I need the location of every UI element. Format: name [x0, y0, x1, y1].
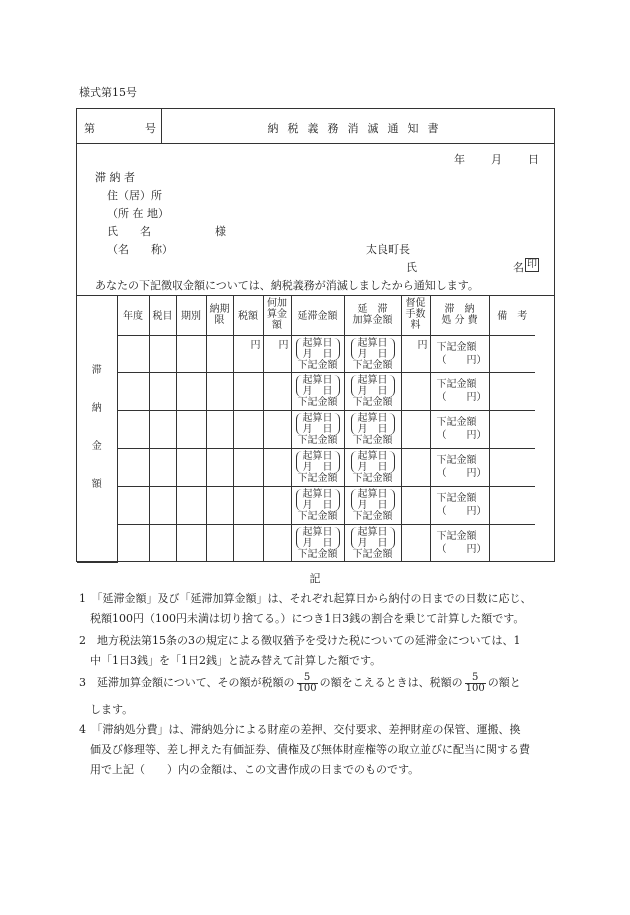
- issuer: 太良町長: [366, 243, 410, 256]
- late-add-cell: 起算日 月 日 下記金額: [344, 486, 401, 524]
- note-4: 4 「滞納処分費」は、滞納処分による財産の差押、交付要求、差押財産の保管、運搬、換 価及び修理等、差し押えた有価証券、債権及び無体財産権等の取立並びに配当に関する費 用で上記（ ）内の金額は、この文書作成の日までのものです。: [79, 723, 530, 776]
- seal-stamp: 印: [527, 259, 537, 270]
- note-3: 3 延滞加算金額について、その額が税額の $\frac{5}{100}$ の額をこえるときは、税額の $\frac{5}{100}$ の額と: [79, 671, 521, 694]
- side-char: 納: [91, 403, 102, 415]
- disposal-cell: 下記金額 （ 円）: [430, 410, 489, 448]
- disposal-cell: 下記金額 （ 円）: [430, 524, 489, 562]
- disposal-cell: 下記金額 （ 円）: [430, 372, 489, 410]
- yen-label: 円: [263, 335, 291, 372]
- amount-table: [77, 295, 535, 563]
- honorific: 様: [215, 225, 226, 238]
- page-title: 納税義務消滅通知書: [267, 122, 448, 135]
- table-row: [77, 372, 535, 410]
- col-remarks: 備 考: [489, 295, 535, 335]
- late-add-cell: 起算日 月 日 下記金額: [344, 410, 401, 448]
- disposal-cell: 下記金額 （ 円）: [430, 448, 489, 486]
- table-row: [77, 335, 535, 372]
- delinquency-cell: 起算日 月 日 下記金額: [291, 372, 344, 410]
- note-1: 1 「延滞金額」及び「延滞加算金額」は、それぞれ起算日から納付の日までの日数に応じ、 税額100円（100円未満は切り捨てる。）につき1日3銭の割合を乗じて計算した額です。: [79, 592, 532, 625]
- table-row: [77, 448, 535, 486]
- disposal-cell: 下記金額 （ 円）: [430, 335, 489, 372]
- late-add-cell: 起算日 月 日 下記金額: [344, 448, 401, 486]
- number-label-dai: 第: [84, 122, 95, 135]
- late-add-cell: 起算日 月 日 下記金額: [344, 335, 401, 372]
- info-section: [77, 143, 554, 296]
- late-add-cell: 起算日 月 日 下記金額: [344, 524, 401, 562]
- fraction: $\frac{5}{100}$: [297, 671, 317, 694]
- delinquency-cell: 起算日 月 日 下記金額: [291, 410, 344, 448]
- col-due: 納期 限: [206, 295, 233, 335]
- col-delinquency: 延滞金額: [291, 295, 344, 335]
- table-row: [77, 410, 535, 448]
- issuer-mei: 名: [513, 261, 524, 274]
- location-label: （所 在 地）: [107, 207, 169, 220]
- col-year: 年度: [117, 295, 149, 335]
- col-tax-item: 税目: [149, 295, 176, 335]
- date-day: 日: [528, 153, 539, 166]
- address-label: 住（居）所: [107, 189, 162, 202]
- table-row: [77, 524, 535, 562]
- note-3-cont: します。: [90, 703, 134, 716]
- side-label: [77, 295, 117, 562]
- entity-label: （名 称）: [107, 243, 173, 256]
- side-char: 額: [91, 479, 102, 491]
- yen-label: 円: [401, 335, 430, 372]
- col-late-add: 延 滞 加算金額: [344, 295, 401, 335]
- disposal-cell: 下記金額 （ 円）: [430, 486, 489, 524]
- table-header-row: [77, 295, 535, 335]
- side-char: 滞: [91, 365, 102, 377]
- side-char: 金: [91, 441, 102, 453]
- issuer-shi: 氏: [406, 261, 417, 274]
- form-number: 様式第15号: [79, 86, 137, 99]
- ki-heading: 記: [309, 572, 321, 585]
- delinquency-cell: 起算日 月 日 下記金額: [291, 524, 344, 562]
- col-tax-amount: 税額: [233, 295, 263, 335]
- note-2: 2 地方税法第15条の3の規定による徴収猶予を受けた税についての延滞金については、1 中「1日3銭」を「1日2銭」と読み替えて計算した額です。: [79, 634, 521, 667]
- date-year: 年: [454, 153, 465, 166]
- name-label: 氏 名: [107, 225, 151, 238]
- date-month: 月: [491, 153, 502, 166]
- notice-form: [76, 108, 555, 562]
- table-row: [77, 486, 535, 524]
- delinquency-cell: 起算日 月 日 下記金額: [291, 448, 344, 486]
- delinquency-cell: 起算日 月 日 下記金額: [291, 486, 344, 524]
- header-row: [77, 109, 554, 144]
- notice-message: あなたの下記徴収金額については、納税義務が消滅しましたから通知します。: [95, 279, 479, 292]
- col-period: 期別: [176, 295, 206, 335]
- number-label-go: 号: [145, 122, 156, 135]
- col-dunning-fee: 督促 手数 料: [401, 295, 430, 335]
- taxpayer-label: 滞 納 者: [95, 171, 135, 184]
- late-add-cell: 起算日 月 日 下記金額: [344, 372, 401, 410]
- col-extra: 何加 算金 額: [263, 295, 291, 335]
- yen-label: 円: [233, 335, 263, 372]
- delinquency-cell: 起算日 月 日 下記金額: [291, 335, 344, 372]
- col-disposal: 滞 納 処 分 費: [430, 295, 489, 335]
- fraction: $\frac{5}{100}$: [465, 671, 485, 694]
